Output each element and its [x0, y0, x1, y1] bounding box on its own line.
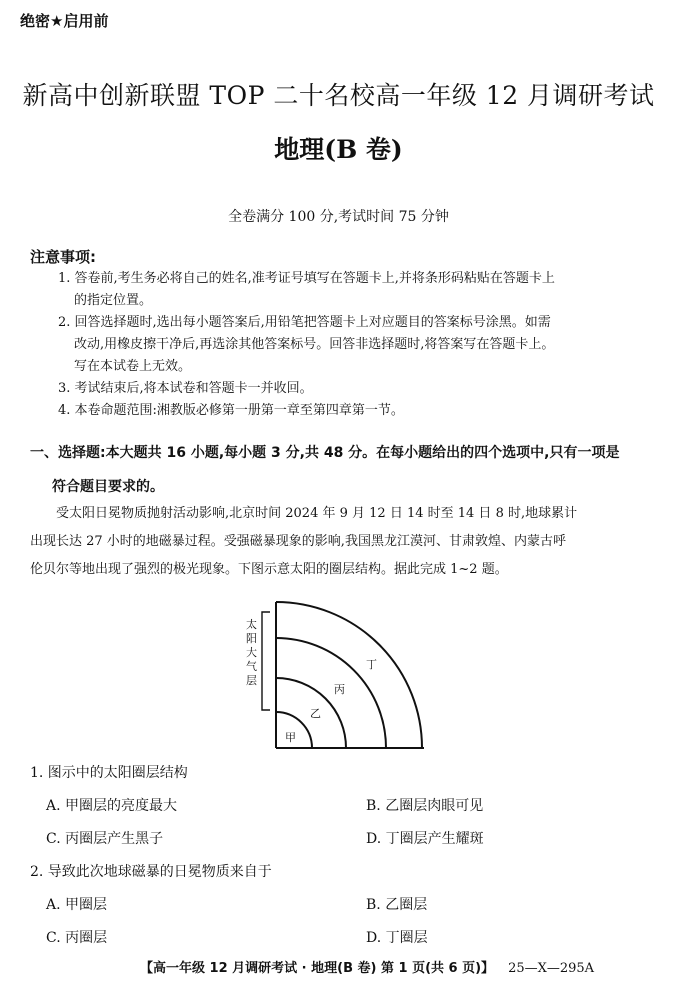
question-2-option-b[interactable]: B. 乙圈层	[366, 897, 428, 913]
notice-item: 2. 回答选择题时,选出每小题答案后,用铅笔把答题卡上对应题目的答案标号涂黑。如需 改动,用橡皮擦干净后,再选涂其他答案标号。回答非选择题时,将答案写在答题卡上。 写在本试卷上无效。	[58, 315, 555, 374]
bracket-label-char: 太	[246, 618, 257, 631]
exam-title: 新高中创新联盟 TOP 二十名校高一年级 12 月调研考试	[22, 81, 655, 110]
passage: 受太阳日冕物质抛射活动影响,北京时间 2024 年 9 月 12 日 14 时至 14 日 8 时,地球累计 出现长达 27 小时的地磁暴过程。受强磁暴现象的影响,我国黑龙江漠河、甘肃敦煌、内蒙古呼 伦贝尔等地出现了强烈的极光现象。下图示意太阳的圈层结构。据此完成 1~2 题。	[30, 506, 578, 577]
exam-meta: 全卷满分 100 分,考试时间 75 分钟	[228, 209, 449, 225]
section-heading: 一、选择题:本大题共 16 小题,每小题 3 分,共 48 分。在每小题给出的四个选项中,只有一项是 符合题目要求的。	[30, 445, 620, 495]
exam-subtitle: 地理(B 卷)	[274, 135, 403, 164]
question-1-option-a[interactable]: A. 甲圈层的亮度最大	[46, 798, 178, 814]
atmosphere-bracket	[262, 612, 270, 710]
notice-list	[58, 268, 658, 422]
layer-label-bing: 丙	[334, 683, 345, 696]
footer-code: 25—X—295A	[508, 961, 595, 976]
question-2-option-c[interactable]: C. 丙圈层	[46, 930, 108, 946]
question-1-option-d[interactable]: D. 丁圈层产生耀斑	[366, 831, 484, 847]
bracket-label-char: 气	[246, 660, 257, 673]
sun-layer-svg	[240, 598, 440, 750]
footer-text: 【高一年级 12 月调研考试 · 地理(B 卷) 第 1 页(共 6 页)】	[140, 961, 495, 976]
question-2-option-d[interactable]: D. 丁圈层	[366, 930, 428, 946]
notice-item: 1. 答卷前,考生务必将自己的姓名,准考证号填写在答题卡上,并将条形码粘贴在答题卡上 的指定位置。	[58, 271, 555, 308]
layer-label-ding: 丁	[366, 658, 377, 671]
question-1-option-c[interactable]: C. 丙圈层产生黑子	[46, 831, 164, 847]
sun-layer-diagram	[240, 598, 440, 754]
question-1-stem: 1. 图示中的太阳圈层结构	[30, 765, 188, 781]
bracket-label-char: 阳	[246, 632, 257, 645]
layer-label-jia: 甲	[285, 731, 296, 744]
layer-label-yi: 乙	[310, 707, 321, 720]
layer-ding-boundary	[276, 602, 422, 748]
notice-item: 3. 考试结束后,将本试卷和答题卡一并收回。	[58, 381, 313, 396]
question-2-option-a[interactable]: A. 甲圈层	[46, 897, 108, 913]
notice-heading: 注意事项:	[30, 248, 96, 266]
question-2-stem: 2. 导致此次地球磁暴的日冕物质来自于	[30, 864, 272, 880]
notice-item: 4. 本卷命题范围:湘教版必修第一册第一章至第四章第一节。	[58, 403, 404, 418]
question-1-option-b[interactable]: B. 乙圈层肉眼可见	[366, 798, 484, 814]
confidential-label: 绝密★启用前	[20, 12, 109, 30]
bracket-label-char: 大	[246, 646, 257, 659]
page-footer	[140, 957, 594, 976]
bracket-label-char: 层	[246, 674, 257, 687]
